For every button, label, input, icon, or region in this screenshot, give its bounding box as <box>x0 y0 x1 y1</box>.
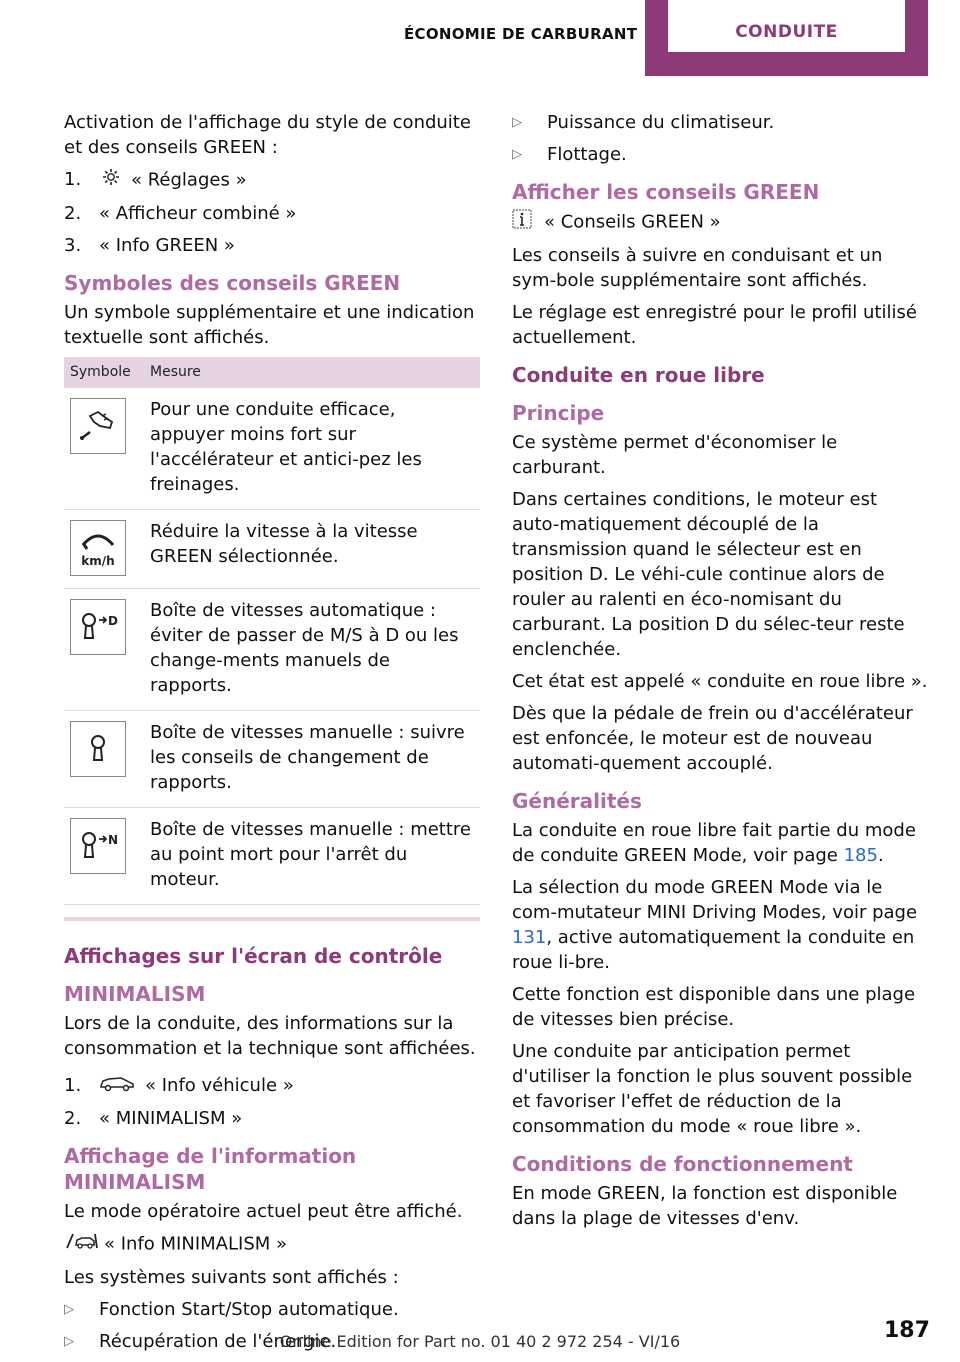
table-row <box>64 510 480 589</box>
column-header-measure: Mesure <box>144 357 480 388</box>
general-text-1 <box>512 818 928 868</box>
systems-list-continued <box>512 110 928 167</box>
page-number: 187 <box>884 1318 930 1343</box>
symbol-cell <box>64 589 144 711</box>
min-info-text: Le mode opératoire actuel peut être affiché. <box>64 1200 463 1222</box>
header-section-title: ÉCONOMIE DE CARBURANT <box>404 25 638 43</box>
step-number: 2. <box>64 203 82 224</box>
speedometer-kmh-icon <box>70 520 126 576</box>
list-item-text: Puissance du climatiseur. <box>547 112 775 133</box>
left-column <box>64 110 480 1361</box>
paragraph-text: , active automatiquement la conduite en roue li-bre. <box>512 927 915 973</box>
principe-text-1: Ce système permet d'économiser le carburant. <box>512 432 838 478</box>
menu-path-text: « Conseils GREEN » <box>544 211 721 233</box>
table-row <box>64 589 480 711</box>
step-text: « Info GREEN » <box>99 235 235 256</box>
svg-text:km/h: km/h <box>81 554 115 568</box>
minimalism-steps <box>64 1073 480 1131</box>
settings-steps <box>64 167 480 258</box>
measure-text: Boîte de vitesses manuelle : suivre les conseils de changement de rapports. <box>144 711 480 808</box>
paragraph-text: . <box>877 845 884 866</box>
symbols-table <box>64 357 480 905</box>
general-heading: Généralités <box>512 789 642 813</box>
pedal-foot-icon <box>70 398 126 454</box>
page-link-131[interactable]: 131 <box>512 927 547 948</box>
measure-text: Pour une conduite efficace, appuyer moins fort sur l'accélérateur et antici-pez les freinages. <box>144 388 480 510</box>
symbol-cell <box>64 808 144 905</box>
minimalism-text: Lors de la conduite, des informations sur la consommation et la technique sont affichées. <box>64 1013 476 1059</box>
section-divider <box>64 917 480 921</box>
table-row <box>64 388 480 510</box>
gear-lever-d-icon <box>70 599 126 655</box>
step-number: 1. <box>64 169 82 190</box>
coast-heading: Conduite en roue libre <box>512 363 765 387</box>
step-number: 2. <box>64 1107 82 1129</box>
principe-text-2: Dans certaines conditions, le moteur est auto-matiquement découplé de la transmission quand le sélecteur est en position D. Le véhi-cule continue alors de rouler au ralenti en éco-nomisant du carburant. La position D du sélec-teur reste enclenchée. <box>512 489 905 660</box>
min-info-heading: Affichage de l'information MINIMALISM <box>64 1143 357 1194</box>
list-item <box>512 142 928 167</box>
page-link-185[interactable]: 185 <box>843 845 878 866</box>
car-info-icon <box>64 1231 98 1258</box>
list-item-text: Fonction Start/Stop automatique. <box>99 1298 399 1320</box>
green-text-2: Le réglage est enregistré pour le profil utilisé actuellement. <box>512 302 917 348</box>
list-item <box>64 233 480 258</box>
triangle-bullet-icon: ▷ <box>64 1301 74 1317</box>
symbol-cell <box>64 510 144 589</box>
conditions-text: En mode GREEN, la fonction est disponible dans la plage de vitesses d'env. <box>512 1183 898 1229</box>
list-item-text: Flottage. <box>547 144 627 165</box>
step-text: « MINIMALISM » <box>99 1107 243 1129</box>
triangle-bullet-icon: ▷ <box>512 115 522 130</box>
general-text-2 <box>512 875 928 975</box>
list-item <box>64 1297 480 1322</box>
triangle-bullet-icon: ▷ <box>512 147 522 162</box>
list-item <box>64 201 480 226</box>
symbols-text: Un symbole supplémentaire et une indication textuelle sont affichés. <box>64 302 475 348</box>
paragraph-text: La sélection du mode GREEN Mode via le com-mutateur MINI Driving Modes, voir page <box>512 877 918 923</box>
list-item <box>512 110 928 135</box>
right-column <box>512 110 928 1238</box>
list-item-text: Récupération de l'énergie. <box>99 1330 337 1352</box>
header-tab-label: CONDUITE <box>735 22 838 42</box>
paragraph-text: La conduite en roue libre fait partie du mode de conduite GREEN Mode, voir page <box>512 820 916 866</box>
symbol-cell <box>64 388 144 510</box>
table-row <box>64 711 480 808</box>
general-text-4: Une conduite par anticipation permet d'utiliser la fonction le plus souvent possible et favoriser l'effet de réduction de la consommation du mode « roue libre ». <box>512 1041 913 1137</box>
principe-heading: Principe <box>512 401 605 425</box>
step-text: « Afficheur combiné » <box>99 203 297 224</box>
triangle-bullet-icon: ▷ <box>64 1333 74 1349</box>
list-item <box>64 1073 480 1099</box>
gear-lever-icon <box>70 721 126 777</box>
table-header-row <box>64 357 480 388</box>
step-text: « Réglages » <box>131 169 247 191</box>
car-icon <box>99 1074 135 1099</box>
measure-text: Boîte de vitesses manuelle : mettre au point mort pour l'arrêt du moteur. <box>144 808 480 905</box>
list-item-content <box>99 1073 294 1099</box>
min-info-menu <box>64 1231 480 1258</box>
green-heading: Afficher les conseils GREEN <box>512 180 820 204</box>
svg-text:D: D <box>108 614 118 628</box>
display-heading: Affichages sur l'écran de contrôle <box>64 944 443 968</box>
measure-text: Boîte de vitesses automatique : éviter de passer de M/S à D ou les change-ments manuels de rapports. <box>144 589 480 711</box>
list-item <box>64 167 480 194</box>
symbols-heading: Symboles des conseils GREEN <box>64 271 401 295</box>
green-menu <box>512 209 928 236</box>
general-text-3: Cette fonction est disponible dans une plage de vitesses bien précise. <box>512 984 916 1030</box>
gear-icon <box>101 167 121 194</box>
step-text: « Info véhicule » <box>145 1075 294 1096</box>
svg-text:N: N <box>107 833 119 847</box>
menu-path-text: « Info MINIMALISM » <box>104 1233 288 1254</box>
measure-text: Réduire la vitesse à la vitesse GREEN sélectionnée. <box>144 510 480 589</box>
conditions-heading: Conditions de fonctionnement <box>512 1152 853 1176</box>
step-number: 1. <box>64 1075 82 1096</box>
footer-edition: Online Edition for Part no. 01 40 2 972 254 - VI/16 <box>279 1332 681 1351</box>
info-icon <box>512 209 532 236</box>
intro-text: Activation de l'affichage du style de conduite et des conseils GREEN : <box>64 112 471 158</box>
principe-text-3: Cet état est appelé « conduite en roue libre ». <box>512 671 928 692</box>
step-number: 3. <box>64 235 82 256</box>
gear-lever-n-icon <box>70 818 126 874</box>
systems-text: Les systèmes suivants sont affichés : <box>64 1266 399 1288</box>
minimalism-heading: MINIMALISM <box>64 982 206 1006</box>
green-text-1: Les conseils à suivre en conduisant et un sym-bole supplémentaire sont affichés. <box>512 245 883 291</box>
symbol-cell <box>64 711 144 808</box>
table-row <box>64 808 480 905</box>
principe-text-4: Dès que la pédale de frein ou d'accélérateur est enfoncée, le moteur est de nouveau automati-quement accouplé. <box>512 703 913 774</box>
column-header-symbol: Symbole <box>64 357 144 388</box>
list-item-content <box>99 167 247 194</box>
list-item <box>64 1106 480 1131</box>
